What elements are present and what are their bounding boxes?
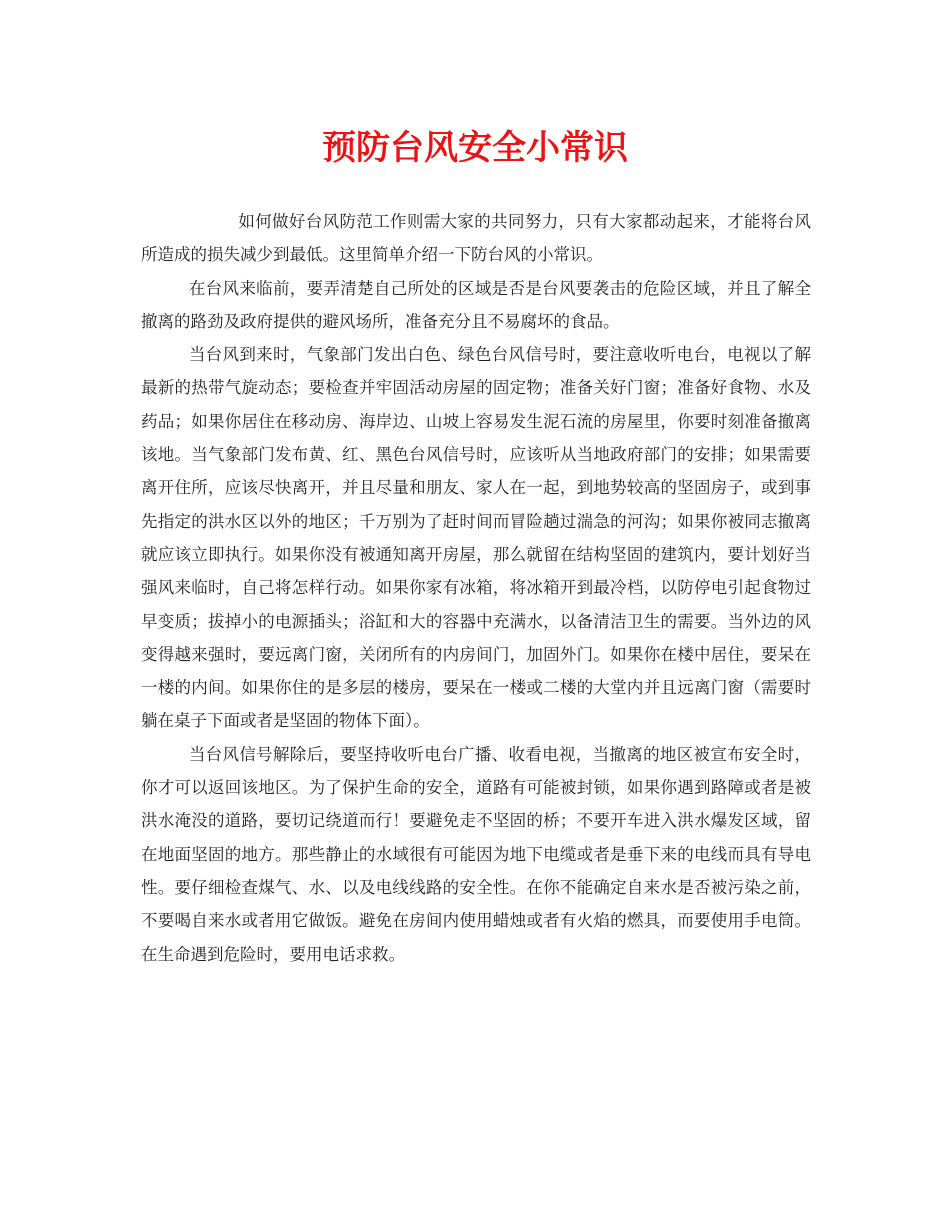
- paragraph-intro: 如何做好台风防范工作则需大家的共同努力，只有大家都动起来，才能将台风所造成的损失减少到最低。这里简单介绍一下防台风的小常识。: [141, 212, 811, 265]
- paragraph-during-typhoon: 当台风到来时，气象部门发出白色、绿色台风信号时，要注意收听电台，电视以了解最新的热带气旋动态；要检查并牢固活动房屋的固定物；准备关好门窗；准备好食物、水及药品；如果你居住在移动房、海岸边、山坡上容易发生泥石流的房屋里，你要时刻准备撤离该地。当气象部门发布黄、红、黑色台风信号时，应该听从当地政府部门的安排；如果需要离开住所，应该尽快离开，并且尽量和朋友、家人在一起，到地势较高的坚固房子，或到事先指定的洪水区以外的地区；千万别为了赶时间而冒险趟过湍急的河沟；如果你被同志撤离就应该立即执行。如果你没有被通知离开房屋，那么就留在结构坚固的建筑内，要计划好当强风来临时，自己将怎样行动。如果你家有冰箱，将冰箱开到最冷档，以防停电引起食物过早变质；拔掉小的电源插头；浴缸和大的容器中充满水，以备清洁卫生的需要。当外边的风变得越来强时，要远离门窗，关闭所有的内房间门，加固外门。如果你在楼中居住，要呆在一楼的内间。如果你住的是多层的楼房，要呆在一楼或二楼的大堂内并且远离门窗（需要时躺在桌子下面或者是坚固的物体下面）。: [141, 345, 811, 731]
- paragraph-before-typhoon: 在台风来临前，要弄清楚自己所处的区域是否是台风要袭击的危险区域，并且了解全撤离的路劲及政府提供的避风场所，准备充分且不易腐坏的食品。: [141, 278, 811, 331]
- document-body: [141, 205, 811, 971]
- page-title: 预防台风安全小常识: [322, 128, 628, 168]
- paragraph-after-typhoon: 当台风信号解除后，要坚持收听电台广播、收看电视，当撤离的地区被宣布安全时，你才可以返回该地区。为了保护生命的安全，道路有可能被封锁，如果你遇到路障或者是被洪水淹没的道路，要切记绕道而行！要避免走不坚固的桥；不要开车进入洪水爆发区域，留在地面坚固的地方。那些静止的水域很有可能因为地下电缆或者是垂下来的电线而具有导电性。要仔细检查煤气、水、以及电线线路的安全性。在你不能确定自来水是否被污染之前，不要喝自来水或者用它做饭。避免在房间内使用蜡烛或者有火焰的燃具，而要使用手电筒。在生命遇到危险时，要用电话求救。: [141, 744, 811, 964]
